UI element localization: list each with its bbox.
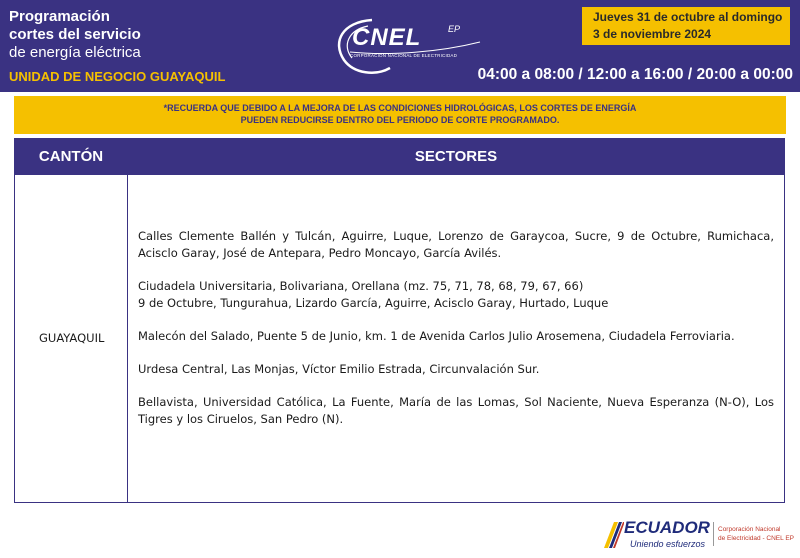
footer-country: ECUADOR — [624, 518, 710, 537]
sectors-cell — [138, 228, 774, 444]
business-unit: UNIDAD DE NEGOCIO GUAYAQUIL — [9, 69, 226, 84]
title-line-2: cortes del servicio — [9, 26, 141, 43]
sector-line: Ciudadela Universitaria, Bolivariana, Orellana (mz. 75, 71, 78, 68, 79, 67, 66) — [138, 279, 584, 293]
outage-hours: 04:00 a 08:00 / 12:00 a 16:00 / 20:00 a 00:00 — [477, 66, 793, 83]
notice-line-1: *RECUERDA QUE DEBIDO A LA MEJORA DE LAS CONDICIONES HIDROLÓGICAS, LOS CORTES DE ENERGÍA — [163, 103, 637, 113]
sector-group — [138, 328, 774, 345]
column-header-canton: CANTÓN — [15, 139, 127, 174]
title-line-1: Programación — [9, 8, 110, 25]
sector-line: Malecón del Salado, Puente 5 de Junio, km. 1 de Avenida Carlos Julio Arosemena, Ciudadela Ferroviaria. — [138, 329, 735, 343]
sector-line: 9 de Octubre, Tungurahua, Lizardo García, Aguirre, Acisclo Garay, Hurtado, Luque — [138, 296, 609, 310]
column-divider — [127, 139, 128, 502]
ecuador-flag-stripes-icon — [600, 520, 624, 550]
logo-subtitle: CORPORACIÓN NACIONAL DE ELECTRICIDAD — [350, 53, 458, 58]
sector-line: Bellavista, Universidad Católica, La Fuente, María de las Lomas, Sol Naciente, Nueva Esperanza (N-O), Los Tigres y los Ciruelos, San Pedro (N). — [138, 395, 774, 426]
footer-separator — [713, 522, 714, 546]
header-banner — [0, 0, 800, 92]
notice-line-2: PUEDEN REDUCIRSE DENTRO DEL PERIODO DE CORTE PROGRAMADO. — [240, 115, 560, 125]
date-box — [582, 7, 790, 45]
canton-cell: GUAYAQUIL — [39, 331, 105, 345]
date-line-1: Jueves 31 de octubre al domingo — [593, 10, 783, 24]
notice-banner — [14, 96, 786, 134]
title-line-3: de energía eléctrica — [9, 44, 141, 61]
header-divider — [15, 174, 784, 175]
column-header-sectors: SECTORES — [128, 139, 784, 174]
logo-name: CNEL — [352, 24, 422, 51]
footer-logo — [600, 518, 795, 556]
sector-group — [138, 394, 774, 428]
sectors-table — [14, 138, 785, 503]
footer-org-line-1: Corporación Nacional — [718, 526, 781, 533]
sector-group — [138, 228, 774, 262]
cnel-logo — [330, 12, 490, 78]
sector-group — [138, 278, 774, 312]
sector-line: Calles Clemente Ballén y Tulcán, Aguirre, Luque, Lorenzo de Garaycoa, Sucre, 9 de Octubre, Rumichaca, Acisclo Garay, José de Antepara, Pedro Moncayo, García Avilés. — [138, 229, 774, 260]
sector-group — [138, 361, 774, 378]
date-line-2: 3 de noviembre 2024 — [593, 27, 712, 41]
sector-line: Urdesa Central, Las Monjas, Víctor Emilio Estrada, Circunvalación Sur. — [138, 362, 540, 376]
footer-org-line-2: de Electricidad - CNEL EP — [718, 535, 794, 542]
logo-suffix: EP — [448, 24, 461, 34]
footer-tagline: Uniendo esfuerzos — [630, 539, 706, 549]
